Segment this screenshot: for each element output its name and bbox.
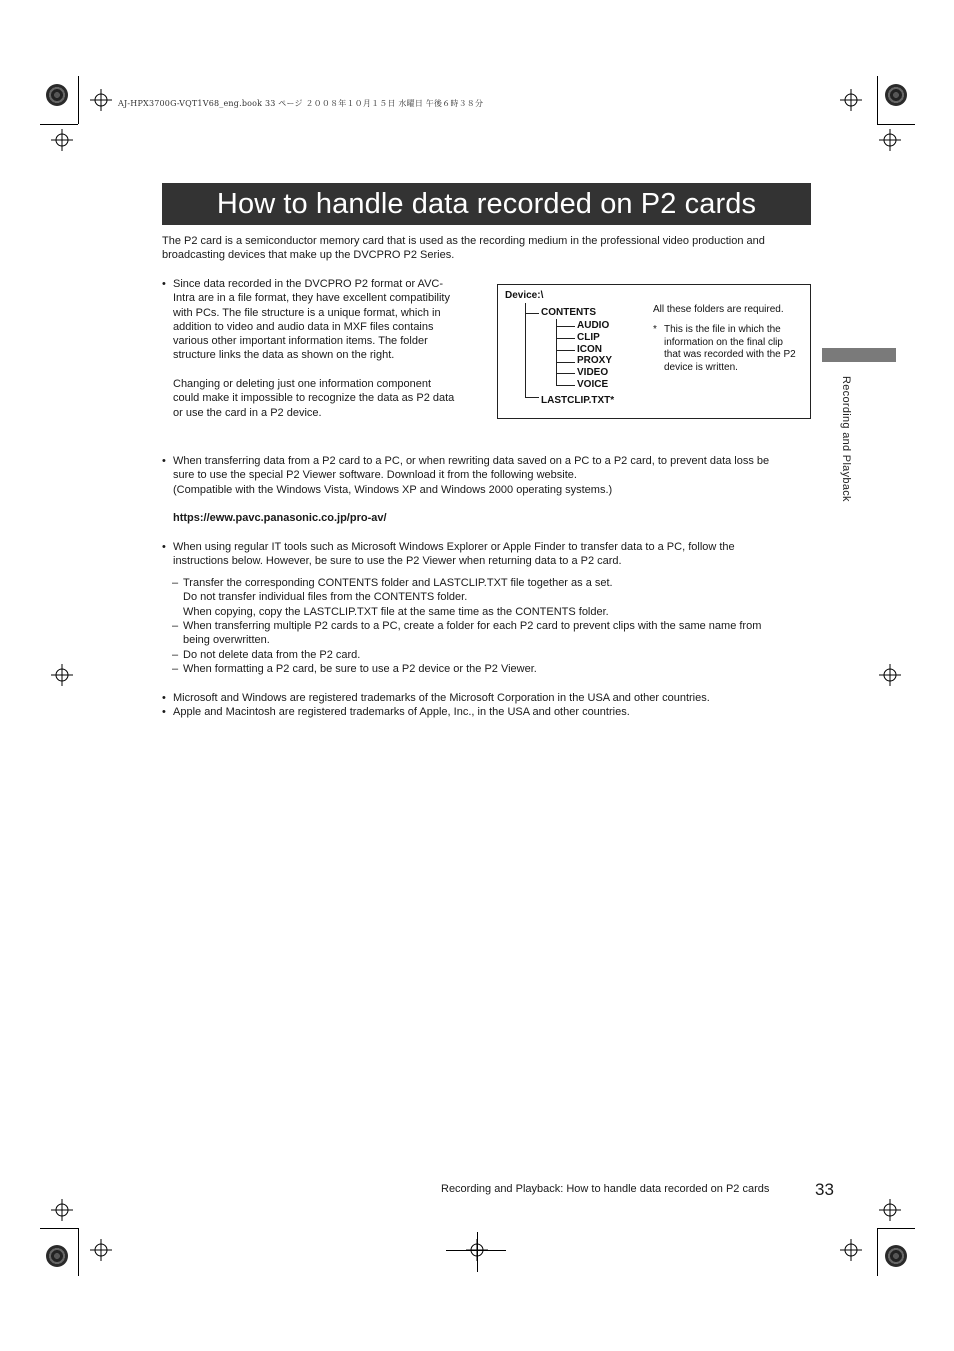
intro-line: broadcasting devices that make up the DVCPRO P2 Series. [162, 249, 455, 262]
bullet-it-tools [162, 540, 812, 570]
text-line: instructions below. However, be sure to use the P2 Viewer when returning data to a P2 card. [173, 555, 622, 568]
crosshair-icon [840, 1239, 862, 1261]
crosshair-icon [879, 664, 901, 686]
diagram-contents-folder: CONTENTS [541, 307, 596, 318]
crosshair-icon [879, 129, 901, 151]
intro-paragraph [162, 234, 812, 263]
bullet-icon: • [162, 278, 166, 290]
crosshair-icon [90, 89, 112, 111]
intro-line: The P2 card is a semiconductor memory card that is used as the recording medium in the professional video production and [162, 235, 765, 247]
crosshair-icon [51, 1199, 73, 1221]
note-line: This is the file in which the [664, 324, 781, 335]
diagram-folder-clip: CLIP [577, 332, 600, 343]
diagram-note-lastclip [664, 324, 809, 374]
trademark-microsoft [162, 691, 812, 706]
download-url-link[interactable]: https://eww.pavc.panasonic.co.jp/pro-av/ [173, 512, 387, 525]
text-line: Changing or deleting just one information component [173, 378, 432, 391]
crosshair-icon [879, 1199, 901, 1221]
crosshair-icon [840, 89, 862, 111]
page-number: 33 [815, 1180, 834, 1199]
text-line: structure links the data as shown on the right. [173, 349, 395, 362]
trademark-text: Apple and Macintosh are registered trademarks of Apple, Inc., in the USA and other countries. [173, 706, 630, 718]
text-line: Intra are in a file format, they have excellent compatibility [173, 292, 450, 305]
text-line: When using regular IT tools such as Microsoft Windows Explorer or Apple Finder to transfer data to a PC, follow the [173, 541, 735, 553]
section-side-label: Recording and Playback [840, 376, 852, 502]
crosshair-icon [90, 1239, 112, 1261]
text-line: Transfer the corresponding CONTENTS folder and LASTCLIP.TXT file together as a set. [183, 577, 613, 589]
text-line: could make it impossible to recognize the data as P2 data [173, 392, 455, 405]
text-line: When copying, copy the LASTCLIP.TXT file at the same time as the CONTENTS folder. [183, 605, 609, 618]
bullet-icon: • [162, 541, 166, 553]
dash-icon: – [172, 663, 179, 675]
diagram-folder-proxy: PROXY [577, 355, 613, 366]
registration-disc-icon [885, 84, 907, 106]
text-line: When transferring data from a P2 card to a PC, or when rewriting data saved on a PC to a P2 card, to prevent data loss be [173, 455, 770, 467]
text-line: When formatting a P2 card, be sure to use a P2 device or the P2 Viewer. [183, 663, 537, 675]
text-line: Do not transfer individual files from the CONTENTS folder. [183, 591, 468, 604]
text-line: or use the card in a P2 device. [173, 406, 322, 419]
diagram-lastclip-file: LASTCLIP.TXT* [541, 395, 615, 406]
text-line: being overwritten. [183, 634, 270, 647]
text-line: (Compatible with the Windows Vista, Windows XP and Windows 2000 operating systems.) [173, 483, 613, 496]
diagram-folder-audio: AUDIO [577, 320, 610, 331]
text-line: sure to use the special P2 Viewer software. Download it from the following website. [173, 469, 577, 482]
note-line: device is written. [664, 361, 738, 373]
bullet-icon: • [162, 455, 166, 467]
bullet-file-format [162, 277, 482, 427]
text-line: When transferring multiple P2 cards to a PC, create a folder for each P2 card to prevent clips with the same name from [183, 620, 762, 632]
registration-disc-icon [46, 1245, 68, 1267]
trademark-apple [162, 705, 812, 720]
dash-icon: – [172, 649, 179, 661]
text-line: various other important information items. The folder [173, 335, 428, 348]
dash-icon: – [172, 620, 179, 632]
page-title: How to handle data recorded on P2 cards [216, 187, 757, 220]
page-title-bar [162, 183, 811, 225]
bullet-icon: • [162, 706, 166, 718]
note-line: that was recorded with the P2 [664, 349, 796, 360]
folder-structure-diagram [497, 284, 811, 419]
text-line: addition to video and audio data in MXF files contains [173, 320, 434, 333]
diagram-folder-voice: VOICE [577, 379, 609, 390]
diagram-root: Device:\ [505, 290, 544, 301]
diagram-note-required: All these folders are required. [653, 304, 784, 315]
note-line: information on the final clip [664, 336, 783, 348]
diagram-folder-video: VIDEO [577, 367, 609, 378]
dash-icon: – [172, 577, 179, 589]
diagram-note-star: * [653, 324, 657, 335]
footer-running-title: Recording and Playback: How to handle data recorded on P2 cards [441, 1183, 770, 1195]
text-line: with PCs. The file structure is a unique format, which in [173, 306, 441, 319]
text-line: Do not delete data from the P2 card. [183, 649, 361, 661]
registration-disc-icon [885, 1245, 907, 1267]
text-line: Since data recorded in the DVCPRO P2 format or AVC- [173, 278, 444, 290]
diagram-folder-icon: ICON [577, 344, 602, 355]
bullet-icon: • [162, 692, 166, 704]
registration-disc-icon [46, 84, 68, 106]
print-header: AJ-HPX3700G-VQT1V68_eng.book 33 ページ ２００８年１０月１５日 水曜日 午後６時３８分 [118, 99, 484, 108]
bullet-p2-viewer [162, 454, 812, 534]
trademark-text: Microsoft and Windows are registered trademarks of the Microsoft Corporation in the USA and other countries. [173, 692, 710, 704]
crosshair-icon [51, 664, 73, 686]
section-tab [822, 348, 896, 362]
crosshair-icon [51, 129, 73, 151]
